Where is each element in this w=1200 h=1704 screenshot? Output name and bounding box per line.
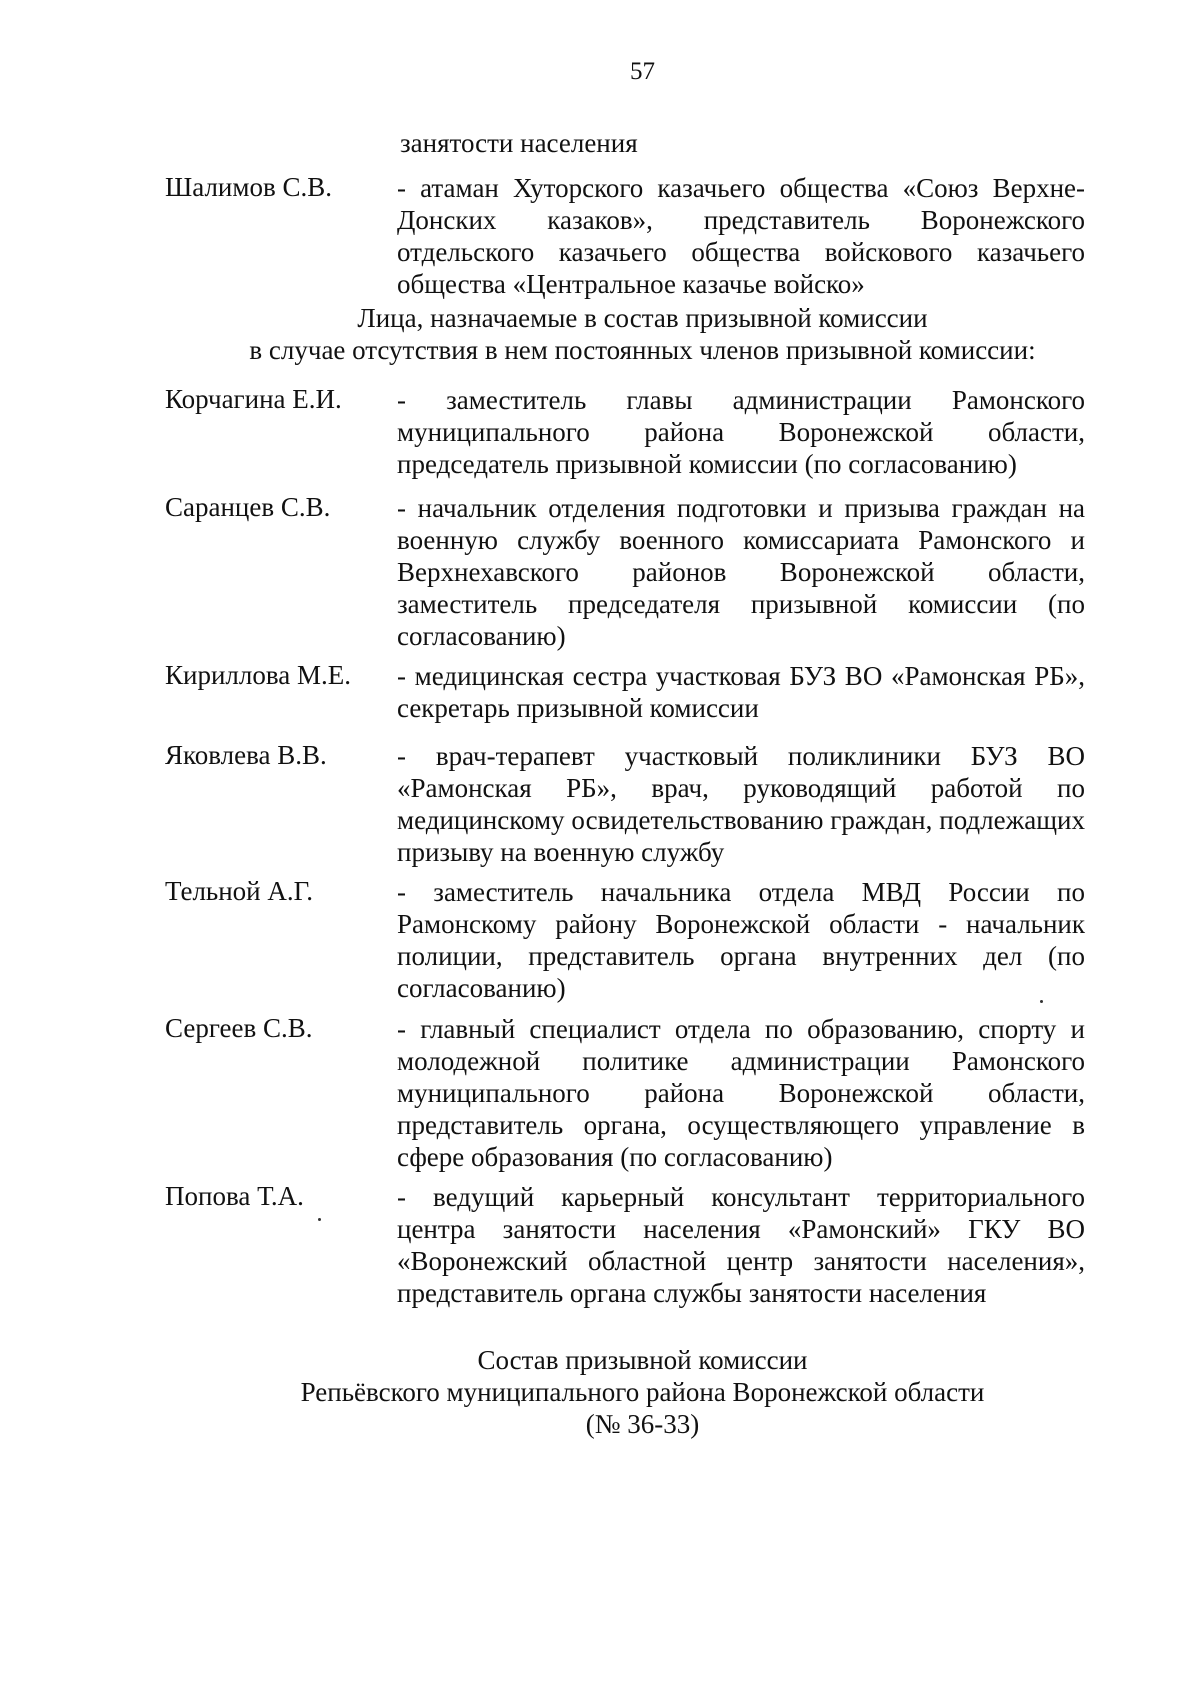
member-description: - заместитель главы администрации Рамонского муниципального района Воронежской области, председатель призывной комиссии (по согласованию) — [397, 385, 1085, 479]
scan-speck — [318, 1218, 321, 1221]
member-name: Тельной А.Г. — [165, 876, 313, 906]
page-number: 57 — [630, 58, 655, 85]
member-name: Сергеев С.В. — [165, 1013, 313, 1043]
section-heading-line: в случае отсутствия в нем постоянных членов призывной комиссии: — [249, 335, 1036, 365]
member-description: - начальник отделения подготовки и призыва граждан на военную службу военного комиссариата Рамонского и Верхнехавского районов Воронежской области, заместитель председателя призывной комиссии (по согласованию) — [397, 493, 1085, 651]
member-name: Кириллова М.Е. — [165, 660, 351, 690]
member-description: - ведущий карьерный консультант территориального центра занятости населения «Рамонский» ГКУ ВО «Воронежский областной центр занятости населения», представитель органа службы занятости населения — [397, 1182, 1085, 1308]
member-description: - заместитель начальника отдела МВД России по Рамонскому району Воронежской области - начальник полиции, представитель органа внутренних дел (по согласованию) — [397, 877, 1085, 1003]
section-heading-line: Лица, назначаемые в состав призывной комиссии — [357, 303, 928, 333]
footer-heading-line: (№ 36-33) — [585, 1409, 700, 1439]
member-description: - главный специалист отдела по образованию, спорту и молодежной политике администрации Рамонского муниципального района Воронежской области, представитель органа, осуществляющего управление в сфере образования (по согласованию) — [397, 1014, 1085, 1172]
member-description: - атаман Хуторского казачьего общества «Союз Верхне-Донских казаков», представитель Воронежского отдельского казачьего общества войскового казачьего общества «Центральное казачье войско» — [397, 173, 1085, 299]
footer-heading — [0, 1344, 1200, 1440]
member-name: Шалимов С.В. — [165, 172, 332, 202]
scan-speck — [1040, 1000, 1043, 1003]
footer-heading-line: Состав призывной комиссии — [477, 1345, 808, 1375]
member-description: - медицинская сестра участковая БУЗ ВО «Рамонская РБ», секретарь призывной комиссии — [397, 661, 1085, 723]
section-heading — [0, 302, 1200, 366]
footer-heading-line: Репьёвского муниципального района Воронежской области — [300, 1377, 985, 1407]
member-name: Попова Т.А. — [165, 1181, 304, 1211]
member-description: - врач-терапевт участковый поликлиники БУЗ ВО «Рамонская РБ», врач, руководящий работой по медицинскому освидетельствованию граждан, подлежащих призыву на военную службу — [397, 741, 1085, 867]
member-name: Корчагина Е.И. — [165, 384, 342, 414]
continued-text: занятости населения — [400, 128, 638, 158]
member-name: Яковлева В.В. — [165, 740, 327, 770]
member-name: Саранцев С.В. — [165, 492, 331, 522]
